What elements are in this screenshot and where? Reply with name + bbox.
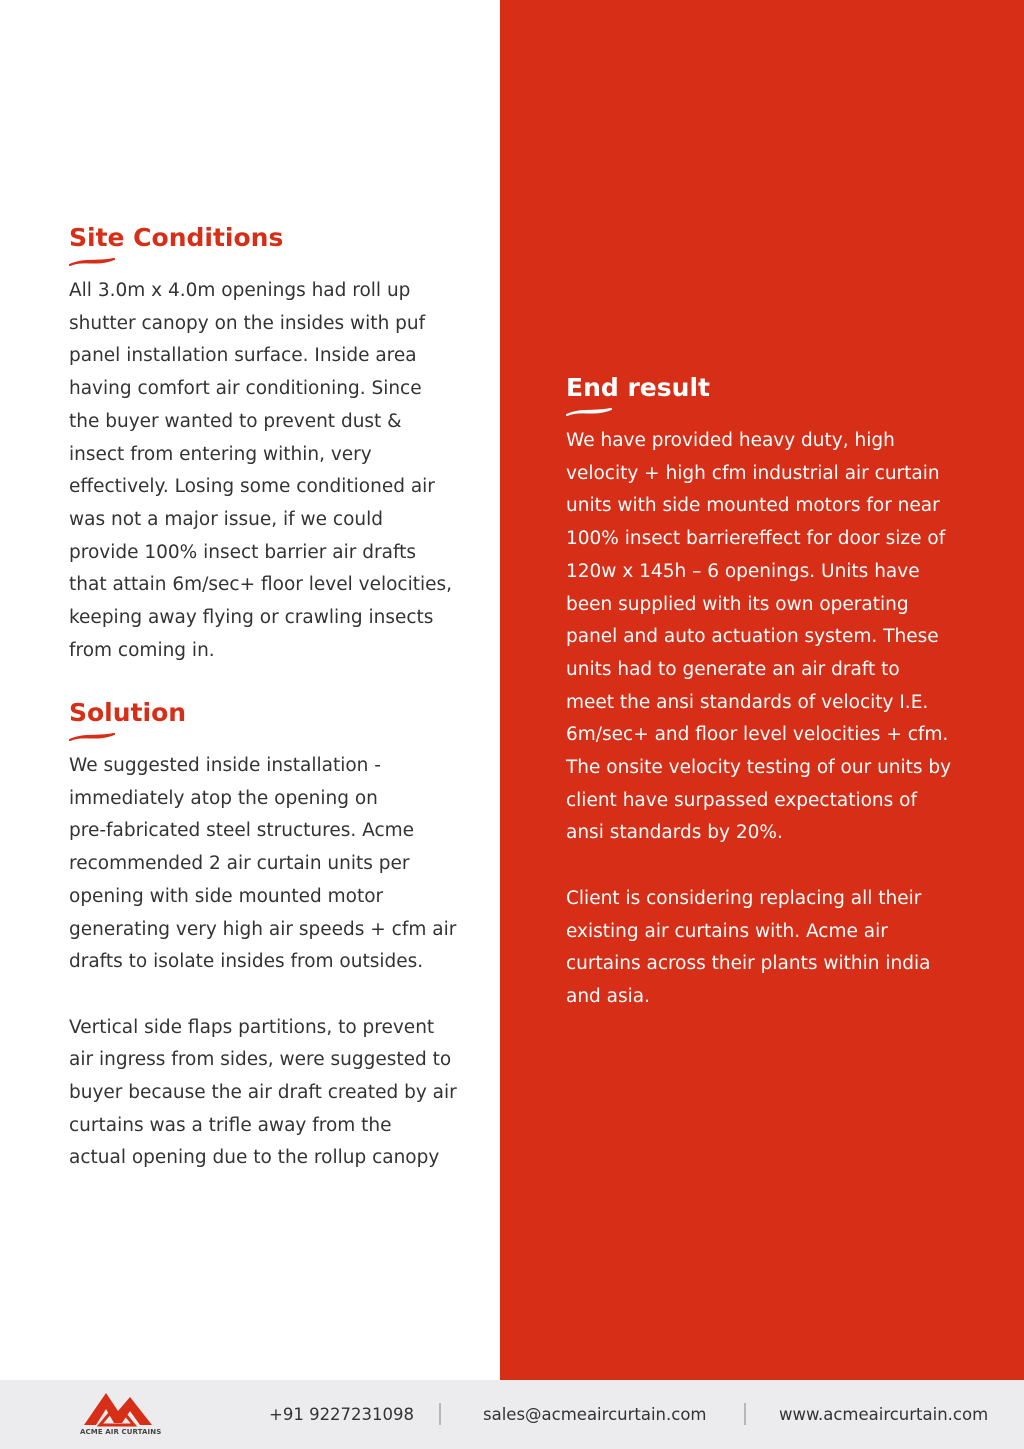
solution-paragraph-2: Vertical side flaps partitions, to prevent air ingress from sides, were suggested to buyer because the air draft created by air curtains was a trifle away from the actual opening due to the rollup canopy bbox=[69, 1016, 457, 1169]
end-result-body bbox=[566, 425, 986, 1014]
solution-heading: Solution bbox=[69, 698, 187, 727]
end-result-heading: End result bbox=[566, 373, 710, 402]
email-link[interactable]: sales@acmeaircurtain.com bbox=[483, 1405, 707, 1424]
site-conditions-section bbox=[69, 222, 489, 667]
website-link[interactable]: www.acmeaircurtain.com bbox=[779, 1405, 989, 1424]
solution-section bbox=[69, 697, 499, 1175]
solution-body bbox=[69, 750, 499, 1175]
heading-swoosh-icon bbox=[566, 407, 612, 417]
solution-paragraph-1: We suggested inside installation - immediately atop the opening on pre-fabricated steel structures. Acme recommended 2 air curtain units per opening with side mounted motor generating very high air speeds + cfm air drafts to isolate insides from outsides. bbox=[69, 755, 457, 973]
site-conditions-heading: Site Conditions bbox=[69, 223, 284, 252]
phone-number[interactable]: +91 9227231098 bbox=[269, 1405, 415, 1424]
heading-swoosh-icon bbox=[69, 732, 115, 742]
logo-text: ACME AIR CURTAINS bbox=[80, 1428, 162, 1436]
site-conditions-body bbox=[69, 275, 489, 667]
footer-bar bbox=[0, 1380, 1024, 1449]
footer-divider bbox=[439, 1403, 441, 1425]
footer-divider bbox=[744, 1403, 746, 1425]
end-result-paragraph-1: We have provided heavy duty, high velocity + high cfm industrial air curtain units with side mounted motors for near 100% insect barriereffect for door size of 120w x 145h – 6 openings. Units have been supplied with its own operating panel and auto actuation system. These units had to generate an air draft to meet the ansi standards of velocity I.E. 6m/sec+ and floor level velocities + cfm. The onsite velocity testing of our units by client have surpassed expectations of ansi standards by 20%. bbox=[566, 430, 952, 844]
site-conditions-paragraph: All 3.0m x 4.0m openings had roll up shutter canopy on the insides with puf panel installation surface. Inside area having comfort air conditioning. Since the buyer wanted to prevent dust & insect from entering within, very effectively. Losing some conditioned air was not a major issue, if we could provide 100% insect barrier air drafts that attain 6m/sec+ floor level velocities, keeping away flying or crawling insects from coming in. bbox=[69, 280, 453, 661]
heading-swoosh-icon bbox=[69, 257, 115, 267]
end-result-paragraph-2: Client is considering replacing all their existing air curtains with. Acme air curtains across their plants within india and asia. bbox=[566, 887, 931, 1007]
end-result-section bbox=[566, 372, 986, 1014]
